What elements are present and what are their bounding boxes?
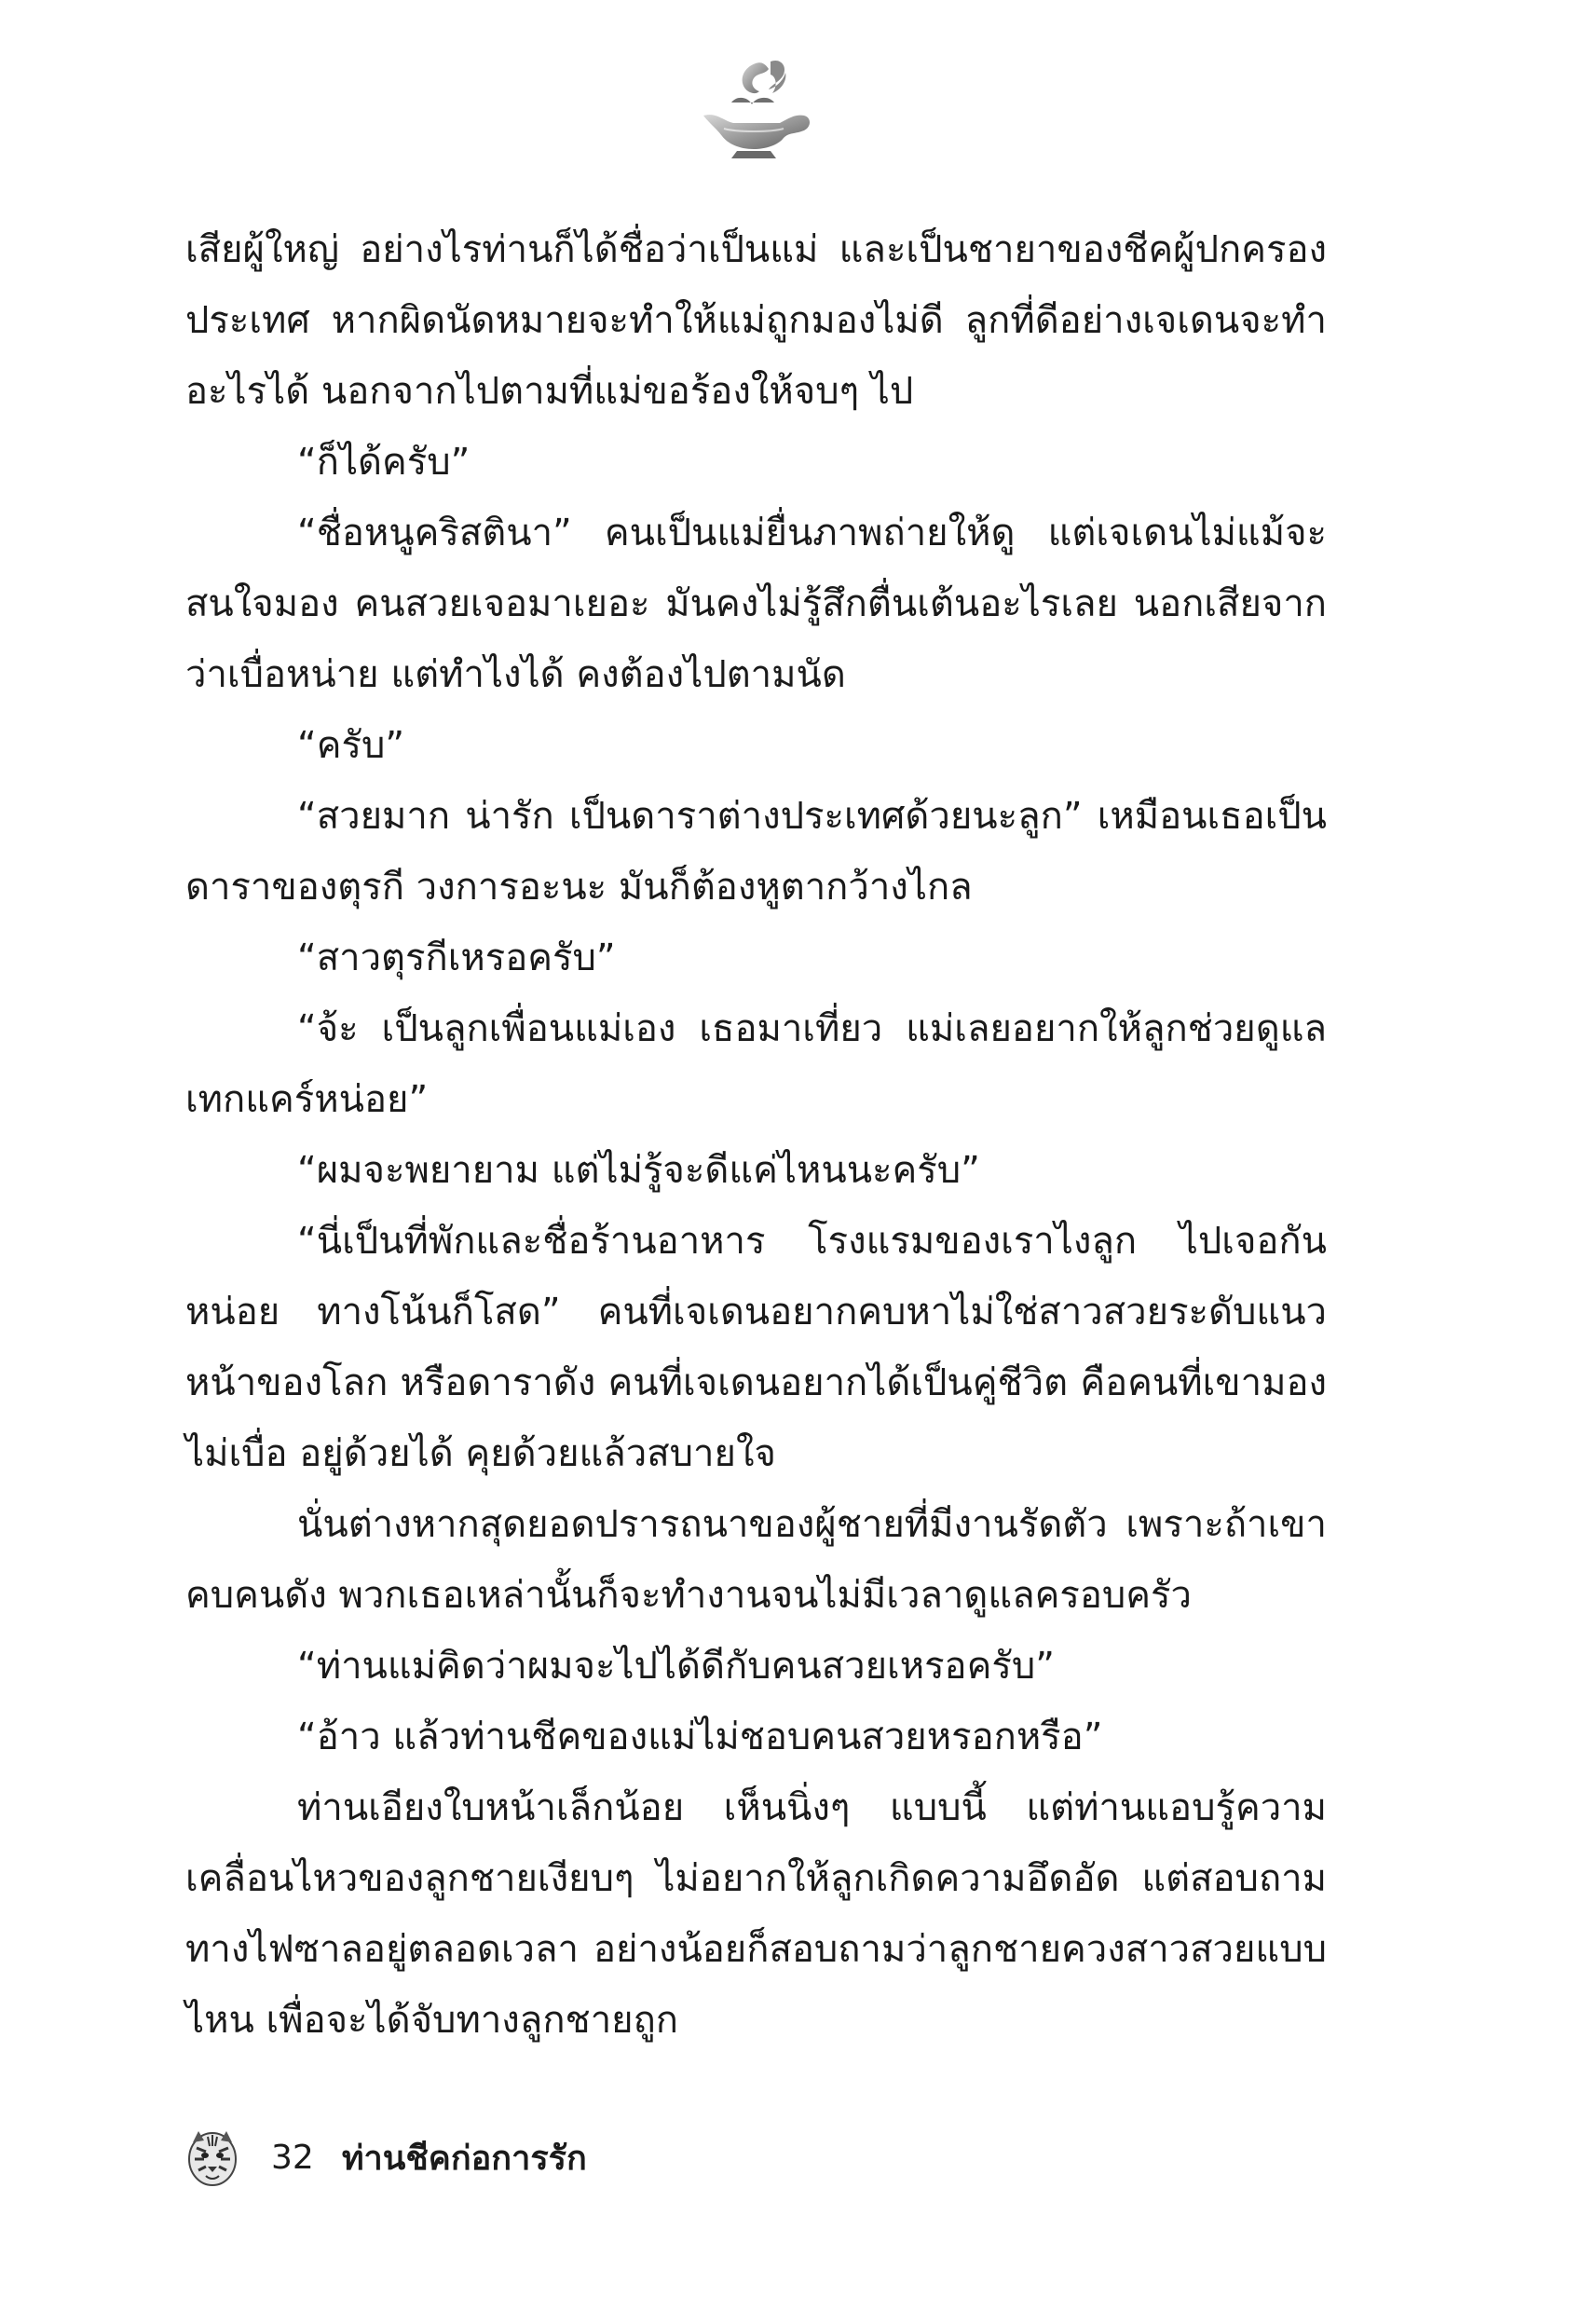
genie-lamp-icon: [690, 54, 817, 164]
page-footer: [185, 2125, 587, 2190]
paragraph: “นี่เป็นที่พักและชื่อร้านอาหาร โรงแรมของเราไงลูก ไปเจอกันหน่อย ทางโน้นก็โสด” คนที่เจเดนอยากคบหาไม่ใช่สาวสวยระดับแนวหน้าของโลก หรือดาราดัง คนที่เจเดนอยากได้เป็นคู่ชีวิต คือคนที่เขามองไม่เบื่อ อยู่ด้วยได้ คุยด้วยแล้วสบายใจ: [185, 1220, 1327, 1475]
paragraph: “ผมจะพยายาม แต่ไม่รู้จะดีแค่ไหนนะครับ”: [297, 1149, 980, 1192]
paragraph: “สวยมาก น่ารัก เป็นดาราต่างประเทศด้วยนะลูก” เหมือนเธอเป็นดาราของตุรกี วงการอะนะ มันก็ต้องหูตากว้างไกล: [185, 795, 1327, 909]
paragraph: “ชื่อหนูคริสตินา” คนเป็นแม่ยื่นภาพถ่ายให้ดู แต่เจเดนไม่แม้จะสนใจมอง คนสวยเจอมาเยอะ มันคงไม่รู้สึกตื่นเต้นอะไรเลย นอกเสียจากว่าเบื่อหน่าย แต่ทำไงได้ คงต้องไปตามนัด: [185, 512, 1327, 696]
paragraph: “จ้ะ เป็นลูกเพื่อนแม่เอง เธอมาเที่ยว แม่เลยอยากให้ลูกช่วยดูแลเทกแคร์หน่อย”: [185, 1007, 1327, 1121]
body-text: [185, 214, 1327, 2056]
paragraph: นั่นต่างหากสุดยอดปรารถนาของผู้ชายที่มีงานรัดตัว เพราะถ้าเขาคบคนดัง พวกเธอเหล่านั้นก็จะทำงานจนไม่มีเวลาดูแลครอบครัว: [185, 1503, 1327, 1617]
tiger-head-icon: [185, 2127, 239, 2187]
paragraph: “ครับ”: [297, 724, 405, 767]
book-title: ท่านชีคก่อการรัก: [341, 2139, 587, 2178]
paragraph: ท่านเอียงใบหน้าเล็กน้อย เห็นนิ่งๆ แบบนี้ แต่ท่านแอบรู้ความเคลื่อนไหวของลูกชายเงียบๆ ไม่อยากให้ลูกเกิดความอึดอัด แต่สอบถามทางไฟซาลอยู่ตลอดเวลา อย่างน้อยก็สอบถามว่าลูกชายควงสาวสวยแบบไหน เพื่อจะได้จับทางลูกชายถูก: [185, 1786, 1327, 2042]
paragraph: “ท่านแม่คิดว่าผมจะไปได้ดีกับคนสวยเหรอครับ”: [297, 1645, 1055, 1688]
paragraph: เสียผู้ใหญ่ อย่างไรท่านก็ได้ชื่อว่าเป็นแม่ และเป็นชายาของชีคผู้ปกครองประเทศ หากผิดนัดหมายจะทำให้แม่ถูกมองไม่ดี ลูกที่ดีอย่างเจเดนจะทำอะไรได้ นอกจากไปตามที่แม่ขอร้องให้จบๆ ไป: [185, 228, 1327, 413]
paragraph: “สาวตุรกีเหรอครับ”: [297, 937, 616, 979]
page-number: 32: [271, 2138, 314, 2177]
paragraph: “อ้าว แล้วท่านชีคของแม่ไม่ชอบคนสวยหรอกหรือ”: [297, 1716, 1103, 1758]
paragraph: “ก็ได้ครับ”: [297, 441, 471, 484]
